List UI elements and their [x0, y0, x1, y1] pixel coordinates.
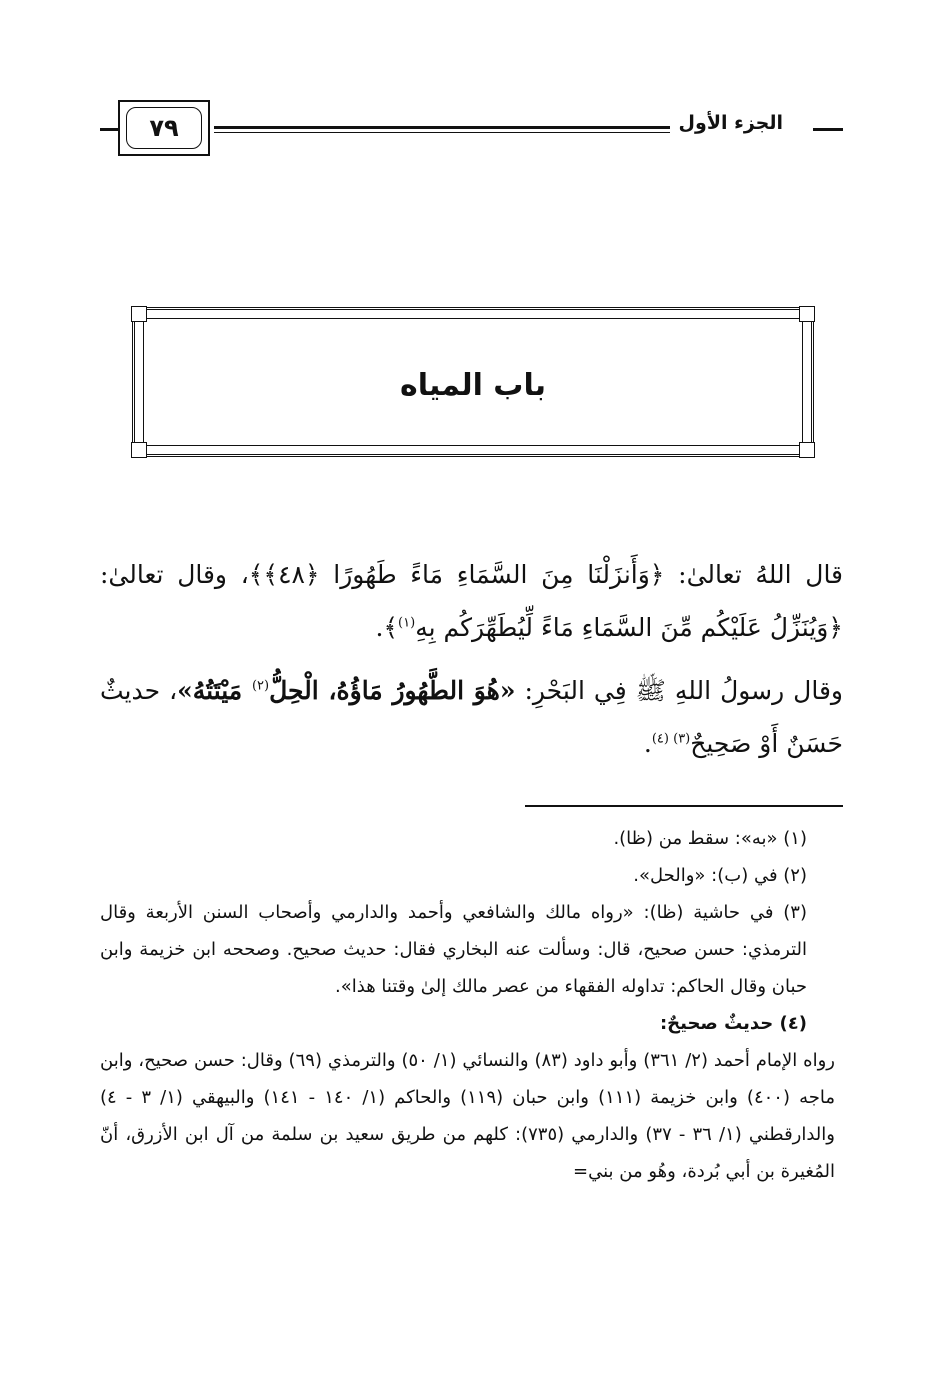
hadith-text: مَيْتَتُهُ» — [177, 676, 252, 705]
footnote-reference: (١) — [398, 615, 416, 631]
footnote-4-text: رواه الإمام أحمد (٢/ ٣٦١) وأبو داود (٨٣) والنسائي (١/ ٥٠) والترمذي (٦٩) وقال: حسن صحيح، وابن ماجه (٤٠٠) وابن خزيمة (١١١) وابن حبان (١١٩) والحاكم (١/ ١٤٠ - ١٤١) والبيهقي (١/ ٣ - ٤) والدارقطني (١/ ٣٦ - ٣٧) والدارمي (٧٣٥): كلهم من طريق سعيد بن سلمة من آل ابن الأزرق، أنّ المُغيرة بن أبي بُردة، وهُو من بني= — [100, 1050, 835, 1182]
footnote-reference: (٢) — [251, 678, 270, 694]
quran-verse: ﴿وَيُنَزِّلُ عَلَيْكُم مِّنَ السَّمَاءِ مَاءً لِّيُطَهِّرَكُم بِهِ — [415, 613, 843, 642]
book-part-label: الجزء الأول — [678, 112, 783, 134]
footnotes — [100, 820, 835, 1190]
hadith-text: «هُوَ الطَّهُورُ مَاؤُهُ، الْحِلُّ — [269, 676, 516, 705]
main-text — [100, 548, 843, 780]
quran-verse: ﴿وَأَنزَلْنَا مِنَ السَّمَاءِ مَاءً طَهُورًا ﴿٤٨﴾﴾ — [248, 560, 665, 589]
header-rule-left — [100, 128, 118, 131]
text: ، حديثٌ حَسَنٌ أَوْ صَحِيحٌ — [100, 676, 843, 758]
text: . — [643, 729, 652, 758]
frame-corner-ornament — [131, 442, 147, 458]
footnote-1: (١) «به»: سقط من (ظا). — [613, 828, 807, 849]
header-rule-middle — [214, 126, 670, 129]
frame-corner-ornament — [799, 306, 815, 322]
chapter-title-frame — [132, 307, 814, 457]
footnote-3: (٣) في حاشية (ظا): «رواه مالك والشافعي وأحمد والدارمي وأصحاب السنن الأربعة وقال الترمذي: حسن صحيح، قال: وسألت عنه البخاري فقال: حديث صحيح. وصححه ابن خزيمة وابن حبان وقال الحاكم: تداوله الفقهاء من عصر مالك إلىٰ وقتنا هذا». — [100, 902, 807, 997]
footnote-2: (٢) في (ب): «والحل». — [633, 865, 807, 886]
footnote-4-title: (٤) حديثٌ صحيحٌ: — [659, 1013, 807, 1034]
header-rule-right — [813, 128, 843, 131]
text: وقال رسولُ اللهِ ﷺ فِي البَحْرِ: — [515, 676, 843, 705]
text: قال اللهُ تعالىٰ: — [664, 560, 844, 589]
footnote-reference: (٣) (٤) — [651, 731, 691, 747]
page-number: ٧٩ — [126, 107, 202, 149]
paragraph-hadith — [100, 664, 843, 770]
frame-corner-ornament — [799, 442, 815, 458]
paragraph-quran-verses — [100, 548, 843, 654]
header-rule-middle-thin — [214, 132, 670, 133]
frame-corner-ornament — [131, 306, 147, 322]
chapter-title: باب المياه — [399, 368, 546, 403]
page-number-box — [118, 100, 210, 156]
text: ، وقال تعالىٰ: — [100, 560, 249, 589]
footnote-separator — [525, 805, 843, 807]
text: ﴾. — [375, 613, 399, 642]
